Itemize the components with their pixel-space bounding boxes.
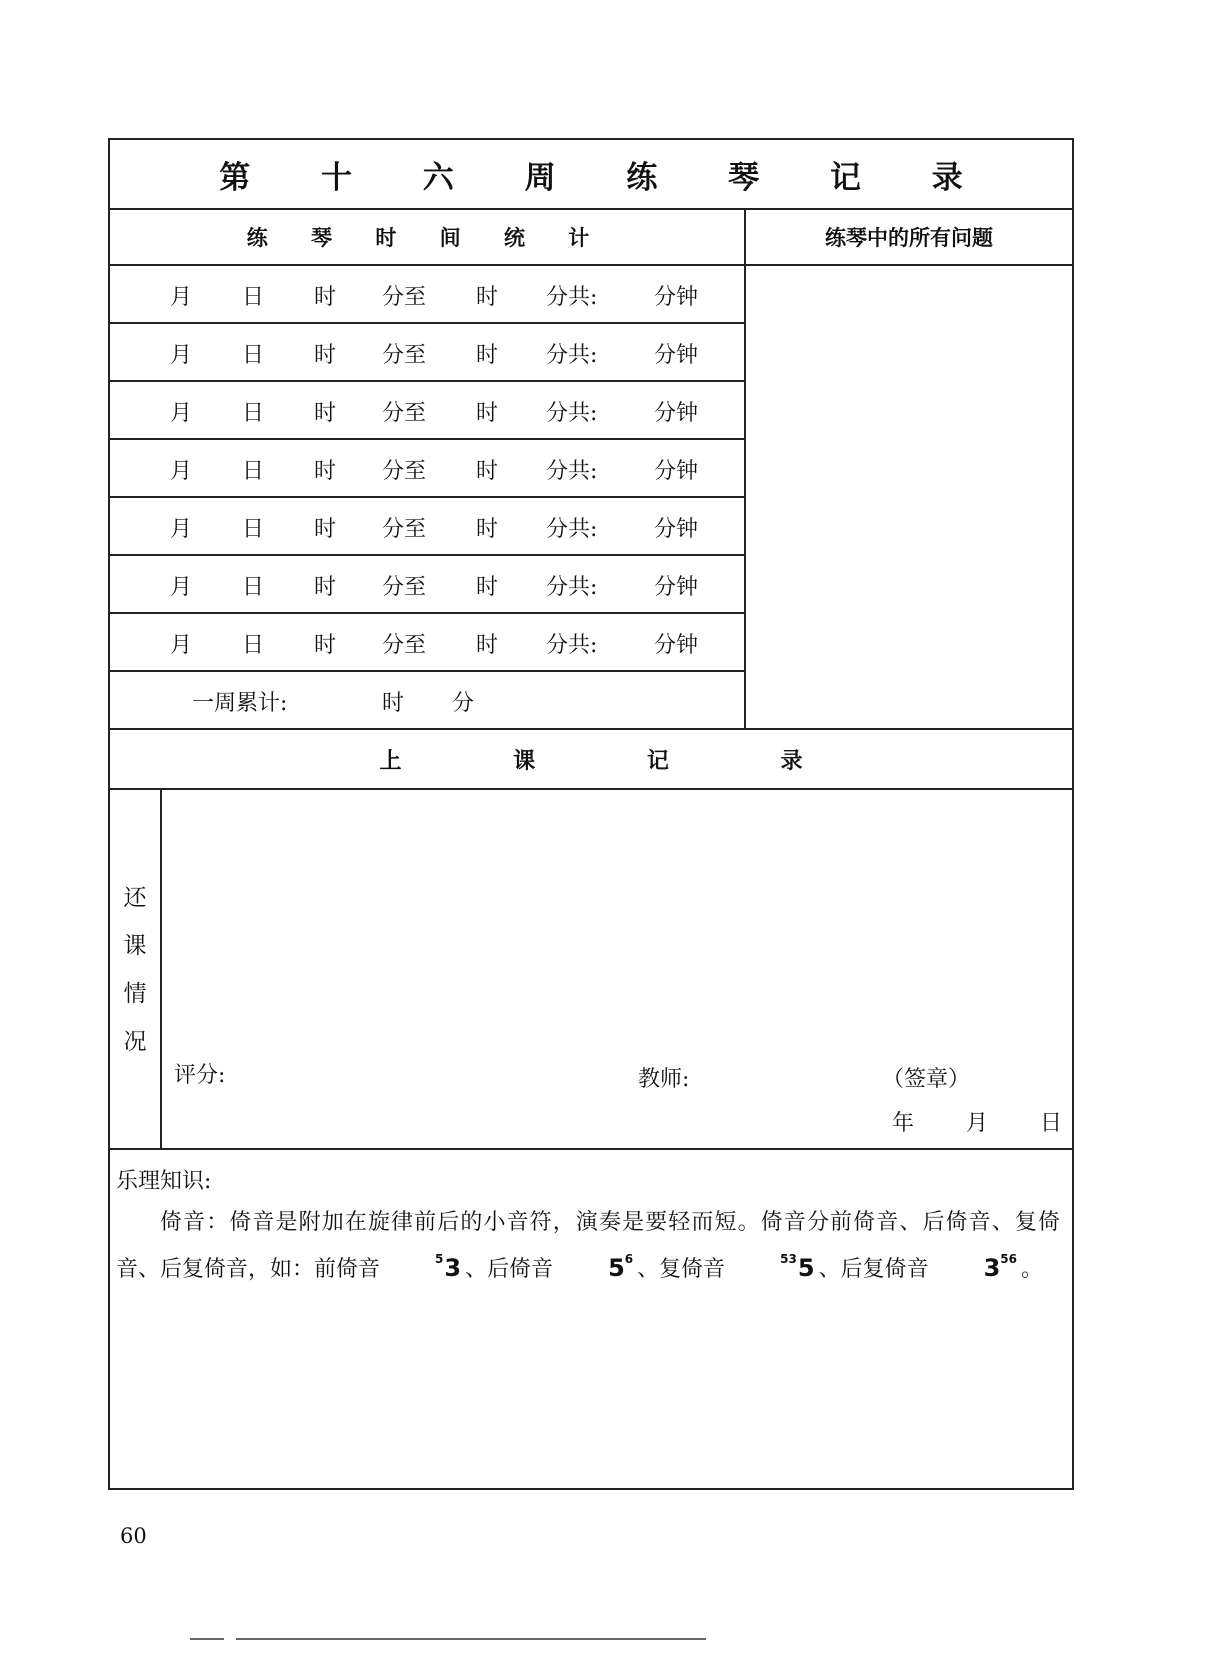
practice-log-row — [110, 324, 744, 382]
footer-rule — [236, 1638, 706, 1640]
practice-log-row — [110, 382, 744, 440]
grace-note: 53 — [780, 1252, 797, 1266]
log-row-hour-label: 时 — [314, 633, 337, 658]
weekly-total-minute: 分 — [452, 691, 475, 716]
log-row-min-total-label: 分共: — [546, 401, 598, 426]
practice-log-rows — [110, 266, 744, 672]
page-number: 60 — [120, 1524, 147, 1548]
log-row-hour-label: 时 — [314, 343, 337, 368]
practice-log-row — [110, 266, 744, 324]
music-theory-text — [116, 1203, 1060, 1290]
log-row-minutes-label: 分钟 — [654, 401, 699, 426]
log-row-minutes-label: 分钟 — [654, 575, 699, 600]
lesson-record-header: 上 课 记 录 — [110, 728, 1072, 790]
log-row-month-label: 月 — [170, 285, 193, 310]
practice-log-row — [110, 556, 744, 614]
grace-note-example-post-double — [940, 1243, 1017, 1288]
log-row-hour-label: 时 — [314, 575, 337, 600]
lesson-record-body — [110, 790, 1072, 1150]
log-row-month-label: 月 — [170, 575, 193, 600]
log-row-min-to-label: 分至 — [382, 575, 427, 600]
log-row-minutes-label: 分钟 — [654, 285, 699, 310]
practice-time-section — [110, 210, 746, 728]
log-row-min-total-label: 分共: — [546, 575, 598, 600]
log-row-month-label: 月 — [170, 517, 193, 542]
log-row-hour-label: 时 — [314, 285, 337, 310]
side-label-char: 况 — [123, 1029, 147, 1055]
log-row-month-label: 月 — [170, 401, 193, 426]
log-row-hour2-label: 时 — [476, 401, 499, 426]
theory-text-part: 、后倚音 — [465, 1257, 554, 1282]
lesson-review-label — [110, 790, 162, 1148]
theory-text-part: 、后复倚音 — [818, 1257, 929, 1282]
log-row-hour2-label: 时 — [476, 343, 499, 368]
practice-issues-header: 练琴中的所有问题 — [746, 210, 1072, 266]
theory-text-part: 、复倚音 — [637, 1257, 726, 1282]
log-row-month-label: 月 — [170, 343, 193, 368]
weekly-total-hour: 时 — [382, 691, 405, 716]
practice-log-row — [110, 440, 744, 498]
log-row-minutes-label: 分钟 — [654, 343, 699, 368]
grace-note: 5 — [435, 1252, 444, 1266]
theory-text-end: 。 — [1021, 1257, 1044, 1282]
music-theory-section — [110, 1150, 1072, 1488]
log-row-min-to-label: 分至 — [382, 285, 427, 310]
date-day: 日 — [1040, 1111, 1063, 1136]
grace-note-example-post — [564, 1243, 633, 1288]
log-row-day-label: 日 — [242, 343, 265, 368]
log-row-min-total-label: 分共: — [546, 517, 598, 542]
grace-note: 56 — [1000, 1252, 1017, 1266]
log-row-hour2-label: 时 — [476, 459, 499, 484]
weekly-total-row — [110, 672, 744, 728]
log-row-month-label: 月 — [170, 633, 193, 658]
log-row-hour-label: 时 — [314, 459, 337, 484]
log-row-month-label: 月 — [170, 459, 193, 484]
log-row-hour-label: 时 — [314, 517, 337, 542]
log-row-min-to-label: 分至 — [382, 401, 427, 426]
weekly-total-label: 一周累计: — [192, 691, 288, 716]
main-note: 5 — [608, 1254, 625, 1282]
seal-label: （签章） — [882, 1067, 971, 1092]
page-title: 第 十 六 周 练 琴 记 录 — [110, 140, 1072, 210]
log-row-minutes-label: 分钟 — [654, 633, 699, 658]
log-row-hour2-label: 时 — [476, 517, 499, 542]
log-row-day-label: 日 — [242, 459, 265, 484]
grace-note-example-double — [736, 1243, 814, 1288]
log-row-hour2-label: 时 — [476, 285, 499, 310]
practice-record-form — [108, 138, 1074, 1490]
main-note: 3 — [444, 1254, 462, 1282]
log-row-hour2-label: 时 — [476, 575, 499, 600]
log-row-min-total-label: 分共: — [546, 633, 598, 658]
log-row-min-total-label: 分共: — [546, 459, 598, 484]
grace-note-example-pre — [391, 1243, 461, 1288]
date-year: 年 — [892, 1111, 915, 1136]
music-theory-label: 乐理知识: — [116, 1169, 212, 1194]
side-label-char: 情 — [123, 981, 147, 1007]
log-row-min-to-label: 分至 — [382, 459, 427, 484]
log-row-min-total-label: 分共: — [546, 343, 598, 368]
theory-text-part: 倚音：倚音是附加在旋律前后的小音符，演奏是要轻而短。倚音分前倚音、后倚音、复倚音、后复倚音，如：前倚音 — [116, 1210, 1060, 1282]
footer-rule — [190, 1638, 224, 1640]
main-note: 3 — [983, 1254, 1001, 1282]
log-row-minutes-label: 分钟 — [654, 517, 699, 542]
log-row-day-label: 日 — [242, 401, 265, 426]
log-row-hour-label: 时 — [314, 401, 337, 426]
log-row-min-to-label: 分至 — [382, 633, 427, 658]
side-label-char: 课 — [123, 933, 147, 959]
log-row-day-label: 日 — [242, 633, 265, 658]
date-month: 月 — [966, 1111, 989, 1136]
practice-log-row — [110, 498, 744, 556]
grace-note: 6 — [624, 1252, 634, 1266]
practice-issues-section — [746, 210, 1072, 728]
log-row-minutes-label: 分钟 — [654, 459, 699, 484]
log-row-hour2-label: 时 — [476, 633, 499, 658]
main-note: 5 — [797, 1254, 815, 1282]
score-label: 评分: — [174, 1063, 226, 1088]
practice-log-row — [110, 614, 744, 672]
log-row-day-label: 日 — [242, 517, 265, 542]
side-label-char: 还 — [123, 885, 147, 911]
log-row-min-to-label: 分至 — [382, 343, 427, 368]
log-row-day-label: 日 — [242, 285, 265, 310]
log-row-min-total-label: 分共: — [546, 285, 598, 310]
practice-time-header: 练 琴 时 间 统 计 — [110, 210, 744, 266]
log-row-min-to-label: 分至 — [382, 517, 427, 542]
teacher-label: 教师: — [638, 1067, 690, 1092]
log-row-day-label: 日 — [242, 575, 265, 600]
